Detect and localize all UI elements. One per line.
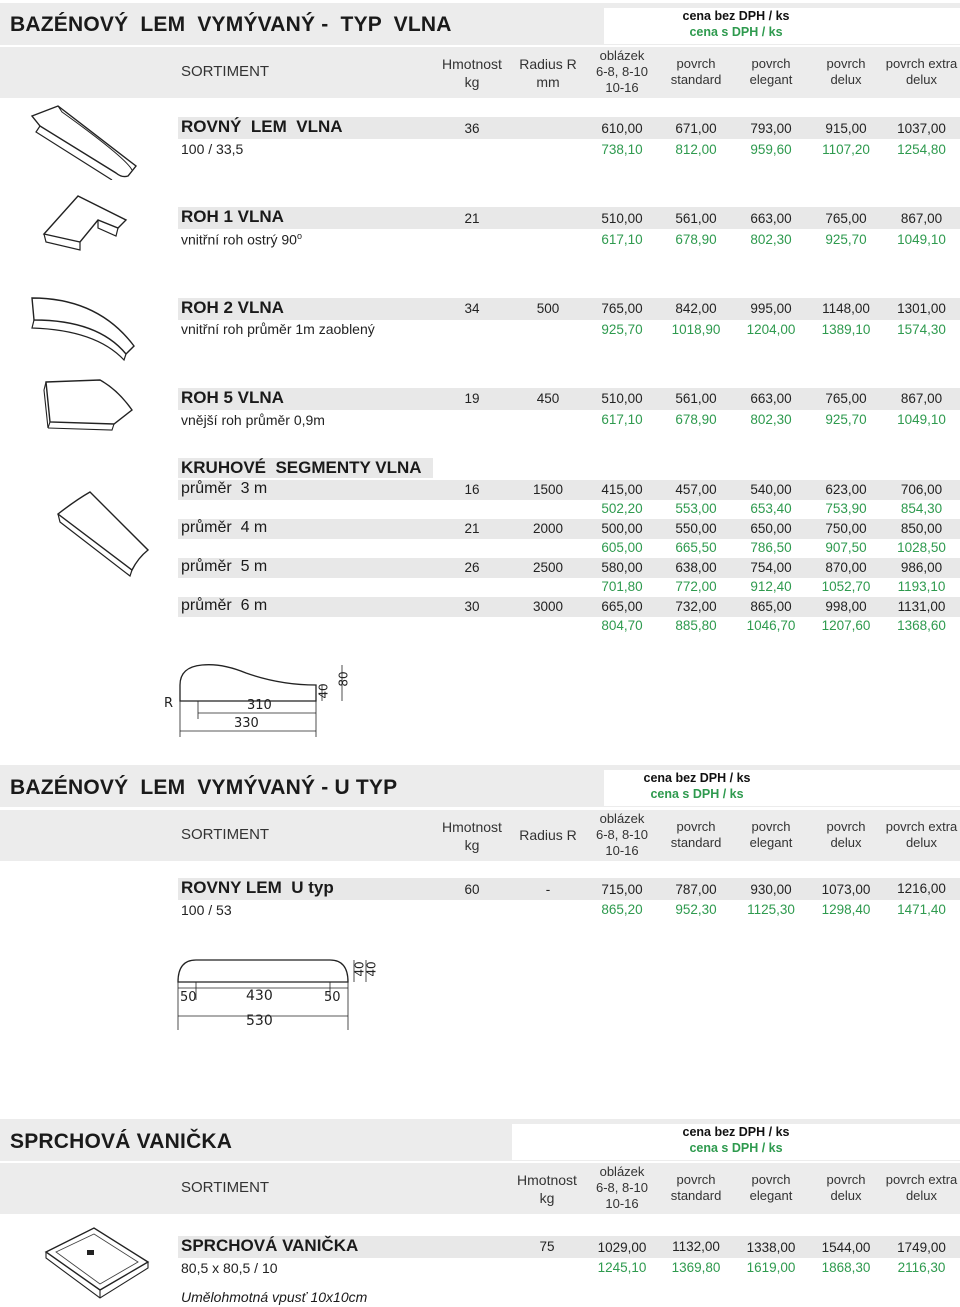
price-net: 561,00	[675, 211, 717, 226]
price-gross: 701,80	[601, 579, 643, 594]
weight-value: 34	[464, 301, 480, 316]
price-net: 1216,00	[897, 881, 946, 896]
price-gross: 1204,00	[746, 322, 796, 337]
weight-value: 36	[464, 121, 480, 136]
weight-value: 21	[464, 211, 480, 226]
radius-value: -	[545, 882, 551, 897]
price-net: 561,00	[675, 391, 717, 406]
price-net: 995,00	[750, 301, 792, 316]
price-gross: 1018,90	[671, 322, 721, 337]
price-gross: 1245,10	[597, 1260, 647, 1275]
price-gross: 653,40	[750, 501, 792, 516]
header-oblazek: oblázek 6-8, 8-10 10-16	[595, 811, 649, 858]
weight-value: 19	[464, 391, 480, 406]
drain-note: Umělohmotná vpusť 10x10cm	[181, 1289, 368, 1305]
price-gross: 865,20	[601, 902, 643, 917]
price-net: 732,00	[675, 599, 717, 614]
price-net: 915,00	[825, 121, 867, 136]
price-gross: 738,10	[601, 142, 643, 157]
price-net: 510,00	[601, 391, 643, 406]
weight-value: 60	[464, 882, 480, 897]
header-delux: povrch delux	[826, 56, 866, 87]
price-gross: 1049,10	[897, 232, 946, 247]
product-dimensions	[181, 231, 302, 248]
price-net: 1749,00	[897, 1240, 946, 1255]
price-caption-net: cena bez DPH / ks	[643, 771, 751, 785]
header-radius: Radius R mm	[519, 56, 577, 90]
price-net: 1544,00	[821, 1240, 871, 1255]
u-profile-total: 530	[246, 1013, 273, 1029]
price-net: 998,00	[825, 599, 867, 614]
product-name: ROVNY LEM U typ	[181, 878, 334, 897]
price-net: 1037,00	[897, 121, 946, 136]
product-name: ROVNÝ LEM VLNA	[181, 117, 343, 136]
weight-value: 30	[464, 599, 480, 614]
price-net: 457,00	[675, 482, 717, 497]
product-dimensions: 100 / 53	[181, 902, 232, 918]
price-net: 510,00	[601, 211, 643, 226]
price-gross: 1046,70	[746, 618, 796, 633]
header-extra: povrch extra delux	[885, 56, 958, 87]
header-weight: Hmotnost kg	[442, 56, 502, 90]
header-sortiment: SORTIMENT	[181, 63, 270, 80]
u-profile-right: 50	[324, 990, 341, 1005]
price-gross: 605,00	[601, 540, 643, 555]
u-profile-middle: 430	[246, 988, 273, 1004]
price-net: 1073,00	[821, 882, 871, 897]
price-gross: 1028,50	[897, 540, 946, 555]
product-name: ROH 5 VLNA	[181, 388, 284, 407]
price-gross: 1254,80	[897, 142, 946, 157]
header-weight: Hmotnost kg	[517, 1172, 577, 1206]
price-gross: 1207,60	[821, 618, 871, 633]
price-net: 867,00	[900, 391, 943, 406]
header-delux: povrch delux	[826, 1172, 866, 1203]
price-net: 850,00	[900, 521, 943, 536]
header-weight: Hmotnost kg	[442, 819, 502, 853]
price-gross: 959,60	[750, 142, 792, 157]
price-net: 1029,00	[597, 1240, 647, 1255]
price-gross: 1368,60	[897, 618, 946, 633]
price-net: 986,00	[900, 560, 943, 575]
price-gross: 802,30	[750, 412, 792, 427]
price-net: 671,00	[675, 121, 717, 136]
price-net: 1338,00	[746, 1240, 796, 1255]
section2-title: BAZÉNOVÝ LEM VYMÝVANÝ - U TYP	[10, 776, 398, 799]
weight-value: 75	[539, 1239, 555, 1254]
corner5-illustration	[40, 372, 140, 432]
price-gross: 786,50	[750, 540, 792, 555]
price-net: 540,00	[750, 482, 792, 497]
header-standard: povrch standard	[670, 1172, 722, 1203]
price-net: 842,00	[675, 301, 717, 316]
price-net: 1132,00	[672, 1239, 720, 1254]
price-gross: 885,80	[675, 618, 717, 633]
u-profile-height-1: 40	[352, 961, 367, 977]
radius-value: 450	[536, 391, 560, 406]
price-gross: 907,50	[825, 540, 867, 555]
price-net: 754,00	[750, 560, 792, 575]
price-gross: 925,70	[825, 412, 867, 427]
price-net: 1301,00	[897, 301, 946, 316]
header-elegant: povrch elegant	[749, 56, 793, 87]
price-net: 715,00	[601, 882, 643, 897]
product-name: ROH 1 VLNA	[181, 207, 284, 226]
price-gross: 812,00	[675, 142, 717, 157]
price-gross: 1369,80	[671, 1260, 721, 1275]
product-name: SPRCHOVÁ VANIČKA	[181, 1236, 359, 1255]
u-profile-height-2: 40	[364, 961, 379, 977]
price-gross: 1868,30	[821, 1260, 871, 1275]
radius-value: 2000	[532, 521, 564, 536]
price-gross: 1619,00	[746, 1260, 796, 1275]
profile-width-total: 330	[234, 716, 259, 731]
price-gross: 1049,10	[897, 412, 946, 427]
price-net: 638,00	[675, 560, 717, 575]
product-dimensions: 100 / 33,5	[181, 141, 244, 157]
price-net: 865,00	[750, 599, 792, 614]
price-gross: 854,30	[900, 501, 943, 516]
price-gross: 1107,20	[822, 142, 870, 157]
product-dimensions: vnější roh průměr 0,9m	[181, 412, 325, 428]
price-gross: 772,00	[675, 579, 717, 594]
price-gross: 1574,30	[897, 322, 946, 337]
header-extra: povrch extra delux	[885, 819, 958, 850]
product-dimensions: vnitřní roh průměr 1m zaoblený	[181, 321, 375, 337]
price-gross: 553,00	[675, 501, 717, 516]
price-net: 663,00	[750, 211, 792, 226]
radius-value: 1500	[532, 482, 564, 497]
price-gross: 1052,70	[821, 579, 871, 594]
price-gross: 952,30	[675, 902, 717, 917]
price-gross: 1193,10	[897, 579, 946, 594]
price-net: 663,00	[750, 391, 792, 406]
price-net: 623,00	[825, 482, 867, 497]
segments-title: KRUHOVÉ SEGMENTY VLNA	[181, 458, 422, 477]
price-gross: 925,70	[825, 232, 867, 247]
price-net: 787,00	[675, 882, 717, 897]
price-net: 610,00	[601, 121, 643, 136]
price-net: 930,00	[750, 882, 792, 897]
segment-name: průměr 3 m	[181, 480, 268, 497]
shower-tray-illustration	[40, 1222, 152, 1302]
corner1-illustration	[38, 190, 128, 262]
radius-value: 3000	[532, 599, 564, 614]
radius-value: 2500	[532, 560, 564, 575]
price-gross: 2116,30	[897, 1260, 946, 1275]
corner2-illustration	[28, 290, 140, 362]
segment-illustration	[52, 488, 152, 578]
weight-value: 21	[464, 521, 480, 536]
price-caption-gross: cena s DPH / ks	[689, 1141, 783, 1155]
header-standard: povrch standard	[670, 56, 722, 87]
degree-sup: o	[296, 231, 302, 241]
weight-value: 26	[464, 560, 480, 575]
price-gross: 1125,30	[747, 902, 795, 917]
price-net: 750,00	[825, 521, 867, 536]
price-gross: 502,20	[601, 501, 643, 516]
price-gross: 678,90	[675, 412, 717, 427]
price-gross: 925,70	[601, 322, 643, 337]
price-net: 765,00	[601, 301, 643, 316]
price-gross: 804,70	[601, 618, 643, 633]
segment-name: průměr 5 m	[181, 558, 268, 575]
product-name: ROH 2 VLNA	[181, 298, 284, 317]
price-gross: 1298,40	[821, 902, 871, 917]
price-net: 867,00	[900, 211, 943, 226]
price-gross: 753,90	[825, 501, 867, 516]
price-caption-net: cena bez DPH / ks	[682, 1125, 790, 1139]
profile-height-small: 40	[316, 683, 331, 699]
header-oblazek: oblázek 6-8, 8-10 10-16	[595, 1164, 649, 1211]
u-profile-left: 50	[180, 990, 197, 1005]
price-gross: 617,10	[601, 232, 643, 247]
header-extra: povrch extra delux	[885, 1172, 958, 1203]
price-net: 665,00	[601, 599, 643, 614]
segment-name: průměr 6 m	[181, 597, 268, 614]
radius-value: 500	[536, 301, 560, 316]
weight-value: 16	[464, 482, 480, 497]
straight-edge-illustration	[28, 100, 140, 180]
section3-title: SPRCHOVÁ VANIČKA	[10, 1130, 233, 1153]
profile-width-inner: 310	[247, 698, 272, 713]
header-sortiment: SORTIMENT	[181, 1179, 270, 1196]
price-caption-gross: cena s DPH / ks	[650, 787, 744, 801]
price-net: 500,00	[601, 521, 643, 536]
segment-name: průměr 4 m	[181, 519, 268, 536]
header-radius: Radius R	[519, 827, 577, 843]
header-oblazek: oblázek 6-8, 8-10 10-16	[595, 48, 649, 95]
price-net: 706,00	[900, 482, 943, 497]
price-gross: 665,50	[675, 540, 717, 555]
header-standard: povrch standard	[670, 819, 722, 850]
price-caption-gross: cena s DPH / ks	[689, 25, 783, 39]
header-sortiment: SORTIMENT	[181, 826, 270, 843]
price-gross: 1389,10	[821, 322, 871, 337]
header-elegant: povrch elegant	[749, 1172, 793, 1203]
price-net: 580,00	[601, 560, 643, 575]
profile-height-large: 80	[336, 671, 351, 687]
header-elegant: povrch elegant	[749, 819, 793, 850]
price-net: 765,00	[825, 211, 867, 226]
price-gross: 678,90	[675, 232, 717, 247]
price-net: 870,00	[825, 560, 867, 575]
header-delux: povrch delux	[826, 819, 866, 850]
price-gross: 802,30	[750, 232, 792, 247]
price-net: 793,00	[750, 121, 792, 136]
price-net: 1131,00	[897, 599, 946, 614]
price-gross: 1471,40	[897, 902, 946, 917]
product-sub-text: vnitřní roh ostrý 90	[181, 231, 297, 248]
price-net: 1148,00	[822, 301, 870, 316]
price-gross: 912,40	[750, 579, 792, 594]
section1-title: BAZÉNOVÝ LEM VYMÝVANÝ - TYP VLNA	[10, 13, 452, 36]
price-gross: 617,10	[601, 412, 643, 427]
price-caption-net: cena bez DPH / ks	[682, 9, 790, 23]
price-net: 415,00	[601, 482, 643, 497]
product-dimensions: 80,5 x 80,5 / 10	[181, 1260, 278, 1276]
price-net: 765,00	[825, 391, 867, 406]
price-net: 550,00	[675, 521, 717, 536]
price-net: 650,00	[750, 521, 792, 536]
profile-label-r: R	[164, 696, 174, 711]
